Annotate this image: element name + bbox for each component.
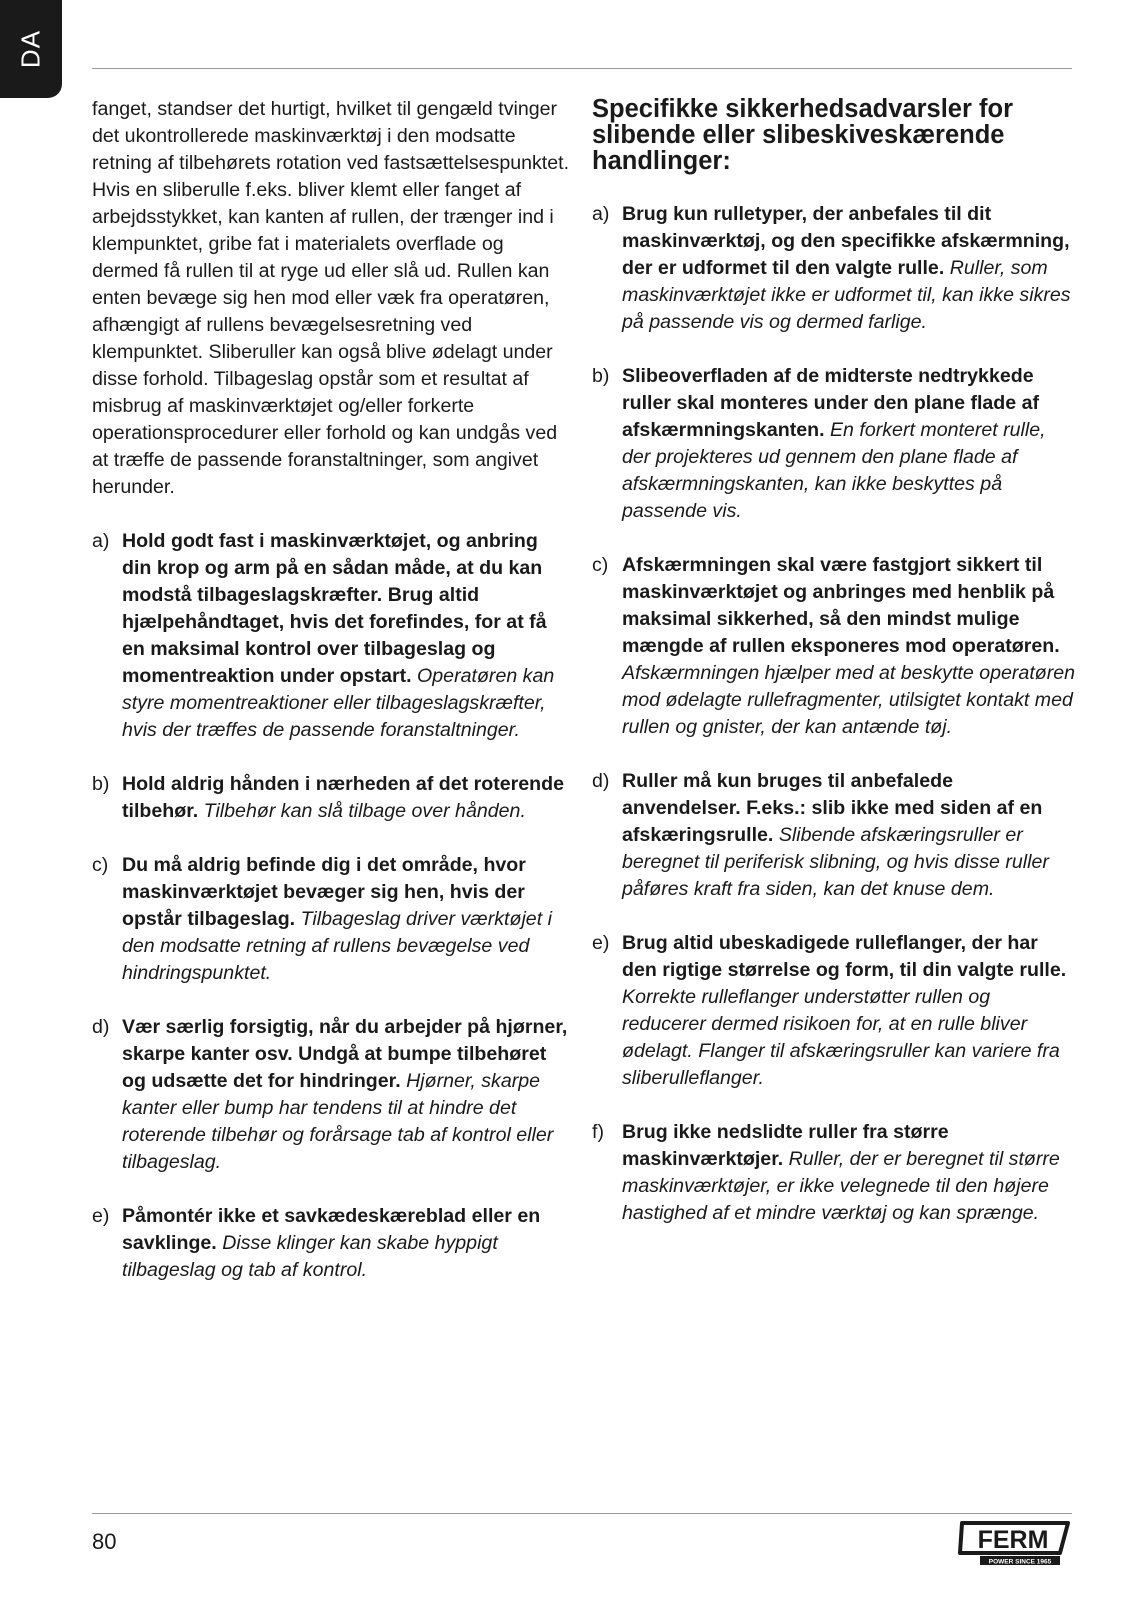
list-marker: c) (92, 854, 109, 876)
item-bold-text: Hold godt fast i maskinværktøjet, og anbring din krop og arm på en sådan måde, at du kan modstå tilbageslagskræfter. Brug altid hjælpehåndtaget, hvis det forefindes, for at få en maksimal kontrol over tilbageslag og momentreaktion under opstart. (122, 530, 547, 687)
item-italic-text: Operatøren kan styre momentreaktioner eller tilbageslagskræfter, hvis der træffes de passende foranstaltninger. (122, 665, 555, 741)
item-italic-text: Afskærmningen hjælper med at beskytte operatøren mod ødelagte rullefragmenter, utilsigtet kontakt med rullen og gnister, der kan antænde tøj. (622, 662, 1076, 738)
list-item-right-e (592, 930, 1076, 1092)
list-marker: c) (592, 554, 609, 576)
item-bold-text: Vær særlig forsigtig, når du arbejder på hjørner, skarpe kanter osv. Undgå at bumpe tilbehøret og udsætte det for hindringer. (122, 1016, 568, 1092)
footer-divider (92, 1513, 1072, 1514)
item-bold-text: Hold aldrig hånden i nærheden af det roterende tilbehør. (122, 773, 564, 822)
item-bold-text: Afskærmningen skal være fastgjort sikkert til maskinværktøjet og anbringes med henblik på maksimal sikkerhed, så den mindst mulige mængde af rullen eksponeres mod operatøren. (622, 554, 1060, 657)
list-item-right-c (592, 552, 1076, 741)
item-italic-text: Ruller, der er beregnet til større maskinværktøjer, er ikke velegnede til den højere hastighed af et mindre værktøj og kan sprænge. (622, 1148, 1060, 1224)
intro-paragraph: fanget, standser det hurtigt, hvilket til gengæld tvinger det ukontrollerede maskinværktøj i den modsatte retning af tilbehørets rotation ved fastsættelsespunktet. (92, 98, 570, 174)
logo-tagline: POWER SINCE 1965 (988, 1558, 1052, 1566)
language-tab (0, 0, 62, 98)
list-item-left-d (92, 1014, 572, 1176)
list-item-left-e (92, 1203, 572, 1284)
list-marker: e) (92, 1205, 110, 1227)
logo-wordmark: FERM (977, 1526, 1049, 1554)
item-italic-text: Ruller, som maskinværktøjet ikke er udformet til, kan ikke sikres på passende vis og dermed farlige. (622, 257, 1071, 333)
item-bold-text: Slibeoverfladen af de midterste nedtrykkede ruller skal monteres under den plane flade af afskærmningskanten. (622, 365, 1040, 441)
list-item-right-b (592, 363, 1076, 525)
item-italic-text: Tilbehør kan slå tilbage over hånden. (203, 800, 526, 822)
item-italic-text: Tilbageslag driver værktøjet i den modsatte retning af rullens bevægelse ved hindringspunktet. (122, 908, 552, 984)
list-item-left-b (92, 771, 572, 825)
list-item-right-d (592, 768, 1076, 903)
list-item-left-c (92, 852, 572, 987)
list-marker: b) (592, 365, 610, 387)
item-bold-text: Brug ikke nedslidte ruller fra større maskinværktøjer. (622, 1121, 949, 1170)
item-italic-text: Hjørner, skarpe kanter eller bump har tendens til at hindre det roterende tilbehør og forårsage tab af kontrol eller tilbageslag. (122, 1070, 554, 1173)
item-bold-text: Brug kun rulletyper, der anbefales til dit maskinværktøj, og den specifikke afskærmning, der er udformet til den valgte rulle. (622, 203, 1070, 279)
item-bold-text: Påmontér ikke et savkædeskæreblad eller en savklinge. (122, 1205, 541, 1254)
item-italic-text: Slibende afskæringsruller er beregnet til periferisk slibning, og hvis disse ruller påføres kraft fra siden, kan det knuse dem. (622, 824, 1049, 900)
list-marker: a) (92, 530, 110, 552)
list-item-left-a (92, 528, 572, 744)
header-divider (92, 68, 1072, 69)
item-italic-text: Korrekte rulleflanger understøtter rullen og reducerer dermed risikoen for, at en rulle bliver ødelagt. Flanger til afskæringsruller kan variere fra sliberulleflanger. (622, 986, 1060, 1089)
section-heading: Specifikke sikkerhedsadvarsler for slibende eller slibeskiveskærende handlinger: (592, 95, 1013, 175)
language-tab-label: DA (15, 29, 46, 69)
right-column (592, 96, 1076, 1227)
list-item-right-a (592, 201, 1076, 336)
list-marker: d) (92, 1016, 110, 1038)
ferm-logo (956, 1519, 1072, 1567)
list-marker: e) (592, 932, 610, 954)
item-bold-text: Du må aldrig befinde dig i det område, hvor maskinværktøjet bevæger sig hen, hvis der opstår tilbageslag. (122, 854, 526, 930)
list-marker: a) (592, 203, 610, 225)
list-item-right-f (592, 1119, 1076, 1227)
item-italic-text: En forkert monteret rulle, der projekteres ud gennem den plane flade af afskærmningskanten, kan ikke beskyttes på passende vis. (622, 419, 1046, 522)
item-bold-text: Ruller må kun bruges til anbefalede anvendelser. F.eks.: slib ikke med siden af en afskæringsrulle. (622, 770, 1043, 846)
left-column (92, 96, 572, 1284)
page-number: 80 (92, 1529, 117, 1554)
item-bold-text: Brug altid ubeskadigede rulleflanger, der har den rigtige størrelse og form, til din valgte rulle. (622, 932, 1067, 981)
item-italic-text: Disse klinger kan skabe hyppigt tilbageslag og tab af kontrol. (122, 1232, 498, 1281)
list-marker: b) (92, 773, 110, 795)
intro-paragraph-2: Hvis en sliberulle f.eks. bliver klemt eller fanget af arbejdsstykket, kan kanten af rullen, der trænger ind i klempunktet, gribe fat i materialets overflade og dermed få rullen til at ryge ud eller slå ud. Rullen kan enten bevæge sig hen mod eller væk fra operatøren, afhængigt af rullens bevægelsesretning ved klempunktet. Sliberuller kan også blive ødelagt under disse forhold. Tilbageslag opstår som et resultat af misbrug af maskinværktøjet og/eller forkerte operationsprocedurer eller forhold og kan undgås ved at træffe de passende foranstaltninger, som angivet herunder. (92, 179, 558, 498)
list-marker: d) (592, 770, 610, 792)
list-marker: f) (592, 1121, 604, 1143)
